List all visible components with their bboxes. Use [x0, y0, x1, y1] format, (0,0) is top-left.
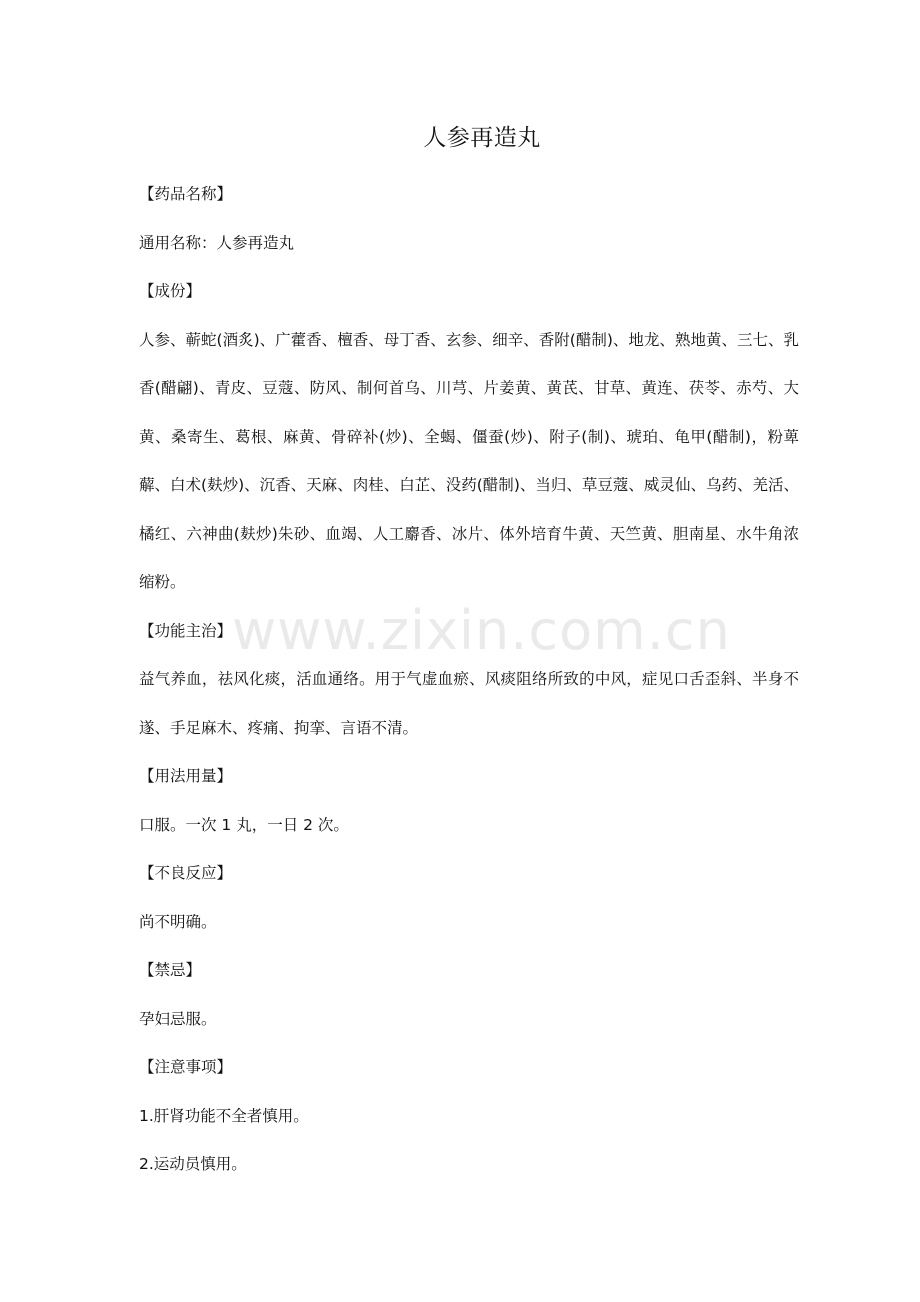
precaution-item: 1.肝肾功能不全者慎用。 — [139, 1106, 309, 1125]
section-heading-adverse: 【不良反应】 — [139, 864, 233, 882]
watermark-text: www.zixin.com.cn — [232, 599, 731, 662]
section-heading-precautions: 【注意事项】 — [139, 1058, 233, 1076]
section-body-ingredients: 人参、蕲蛇(酒炙)、广藿香、檀香、母丁香、玄参、细辛、香附(醋制)、地龙、熟地黄、三七、乳香(醋翩)、青皮、豆蔻、防风、制何首乌、川芎、片姜黄、黄芪、甘草、黄连、茯苓、赤芍、大黄、桑寄生、葛根、麻黄、骨碎补(炒)、全蝎、僵蚕(炒)、附子(制)、琥珀、龟甲(醋制)，粉萆薢、白术(麸炒)、沉香、天麻、肉桂、白芷、没药(醋制)、当归、草豆蔻、威灵仙、乌药、羌活、橘红、六神曲(麸炒)朱砂、血竭、人工麝香、冰片、体外培育牛黄、天竺黄、胆南星、水牛角浓缩粉。 — [139, 330, 799, 591]
section-heading-name: 【药品名称】 — [139, 185, 233, 203]
section-body-name: 通用名称：人参再造丸 — [139, 233, 295, 252]
section-heading-function: 【功能主治】 — [139, 621, 233, 640]
section-heading-ingredients: 【成份】 — [139, 282, 202, 300]
page-title: 人参再造丸 — [423, 125, 541, 151]
section-heading-contraindications: 【禁忌】 — [139, 961, 202, 979]
precaution-item: 2.运动员慎用。 — [139, 1155, 247, 1173]
section-body-contraindications: 孕妇忌服。 — [139, 1009, 217, 1028]
section-body-function: 益气养血，祛风化痰，活血通络。用于气虚血瘀、风痰阻络所致的中风，症见口舌歪斜、半身不遂、手足麻木、疼痛、拘挛、言语不清。 — [139, 670, 799, 737]
document-body — [139, 170, 799, 1189]
section-heading-dosage: 【用法用量】 — [139, 767, 233, 785]
section-body-dosage: 口服。一次 1 丸，一日 2 次。 — [139, 815, 349, 834]
section-body-adverse: 尚不明确。 — [139, 912, 217, 931]
